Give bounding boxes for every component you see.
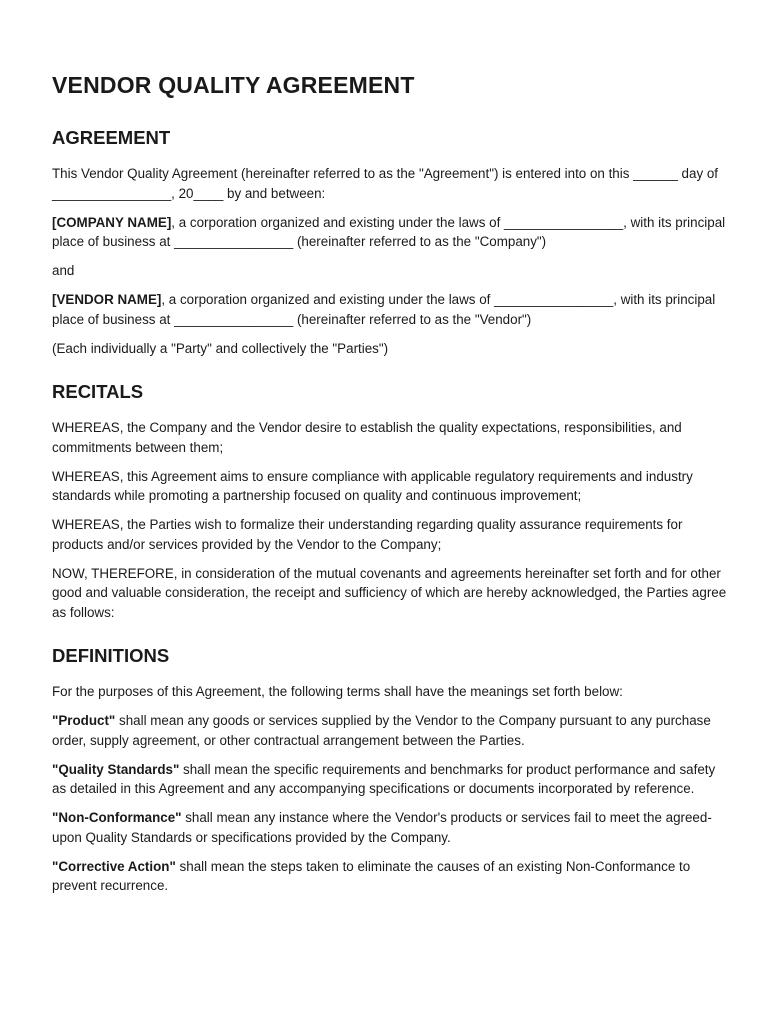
agreement-heading: AGREEMENT	[52, 127, 171, 148]
recital-paragraph: WHEREAS, the Company and the Vendor desire to establish the quality expectations, responsibilities, and commitments between them;	[52, 420, 682, 455]
definition-term: "Product"	[52, 713, 116, 728]
recital-paragraph: WHEREAS, this Agreement aims to ensure compliance with applicable regulatory requirements and industry standards while promoting a partnership focused on quality and continuous improvement;	[52, 468, 693, 503]
agreement-section	[52, 126, 728, 358]
and-connector: and	[52, 263, 75, 278]
definition-text: shall mean the steps taken to eliminate the causes of an existing Non-Conformance to prevent recurrence.	[52, 858, 691, 893]
document-page	[52, 70, 728, 905]
definition-item	[52, 857, 728, 896]
company-clause-text: , a corporation organized and existing under the laws of ________________, with its principal place of business at ________________ (hereinafter referred to as the "Company")	[52, 214, 726, 249]
vendor-name: [VENDOR NAME]	[52, 292, 162, 307]
company-clause	[52, 213, 728, 252]
definition-item	[52, 711, 728, 750]
definition-text: shall mean any instance where the Vendor's products or services fail to meet the agreed-upon Quality Standards or specifications provided by the Company.	[52, 810, 712, 845]
parties-note: (Each individually a "Party" and collectively the "Parties")	[52, 340, 389, 356]
definitions-intro: For the purposes of this Agreement, the following terms shall have the meanings set forth below:	[52, 684, 623, 699]
definition-item	[52, 760, 728, 799]
definition-term: "Quality Standards"	[52, 761, 180, 777]
definition-term: "Non-Conformance"	[52, 810, 182, 825]
definitions-section	[52, 644, 728, 896]
company-name: [COMPANY NAME]	[52, 214, 172, 230]
definitions-heading: DEFINITIONS	[52, 645, 170, 666]
definition-text: shall mean any goods or services supplied by the Vendor to the Company pursuant to any purchase order, supply agreement, or other contractual arrangement between the Parties.	[52, 713, 711, 748]
vendor-clause-text: , a corporation organized and existing under the laws of ________________, with its principal place of business at ________________ (hereinafter referred to as the "Vendor")	[52, 292, 716, 327]
document-title: VENDOR QUALITY AGREEMENT	[52, 72, 415, 98]
recitals-heading: RECITALS	[52, 381, 144, 402]
vendor-clause	[52, 290, 728, 329]
recital-paragraph: NOW, THEREFORE, in consideration of the mutual covenants and agreements hereinafter set forth and for other good and valuable consideration, the receipt and sufficiency of which are hereby acknowledged, the Parties agree as follows:	[52, 565, 727, 620]
definition-item	[52, 808, 728, 847]
definition-text: shall mean the specific requirements and benchmarks for product performance and safety as detailed in this Agreement and any accompanying specifications or documents incorporated by reference.	[52, 761, 716, 796]
agreement-intro: This Vendor Quality Agreement (hereinafter referred to as the "Agreement") is entered into on this ______ day of ________________, 20____ by and between:	[52, 166, 719, 201]
recital-paragraph: WHEREAS, the Parties wish to formalize their understanding regarding quality assurance requirements for products and/or services provided by the Vendor to the Company;	[52, 517, 683, 552]
definition-term: "Corrective Action"	[52, 858, 176, 874]
recitals-section	[52, 380, 728, 622]
